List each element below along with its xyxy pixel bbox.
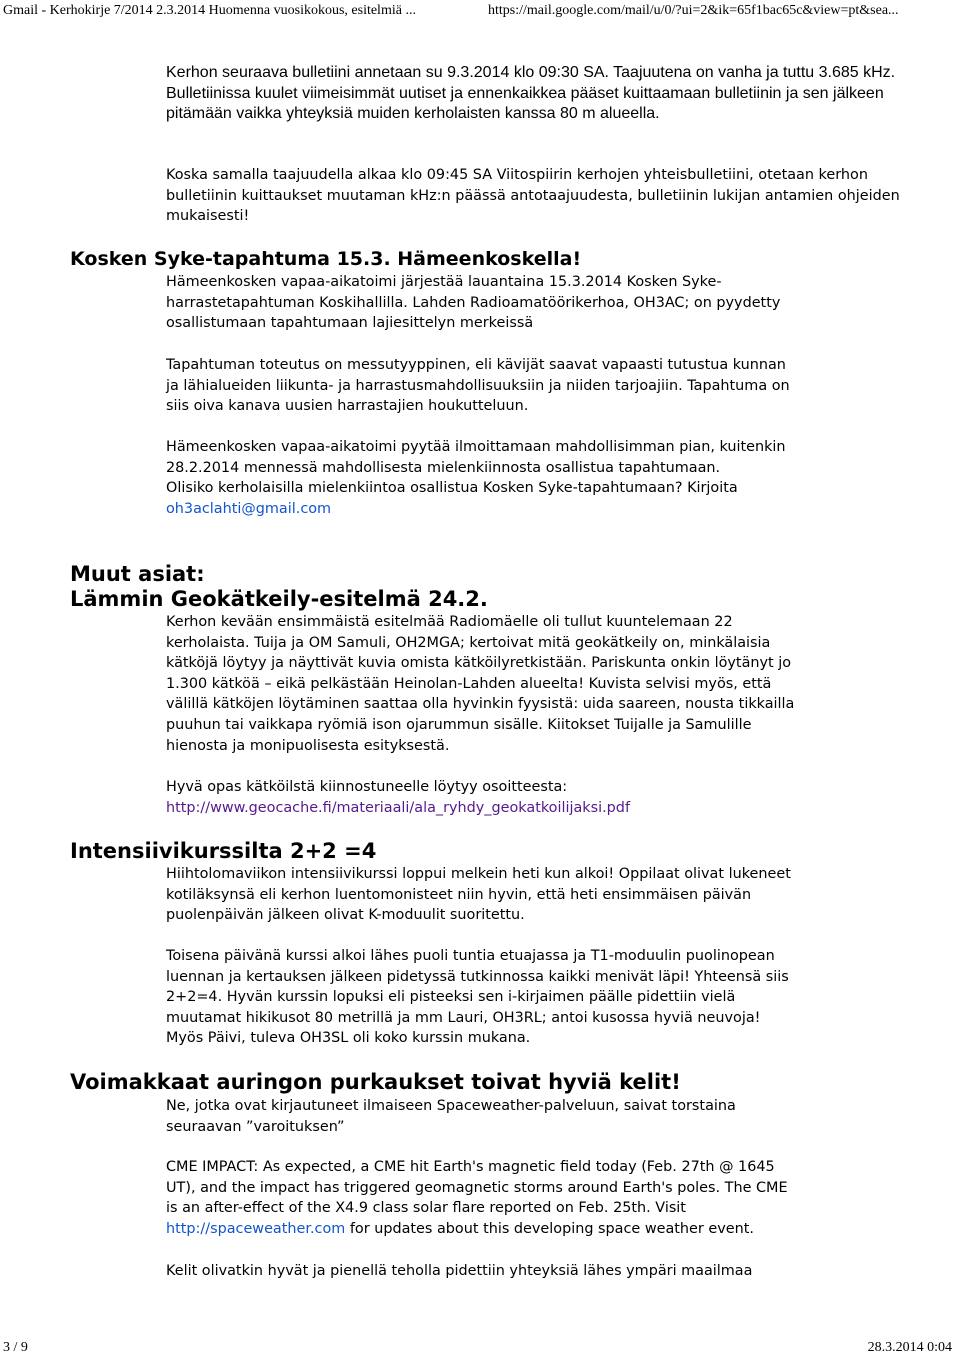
browser-page-url: https://mail.google.com/mail/u/0/?ui=2&ik=65f1bac65c&view=pt&sea... <box>488 3 899 18</box>
kosken-syke-paragraph-3: Hämeenkosken vapaa-aikatoimi pyytää ilmoittamaan mahdollisimman pian, kuitenkin 28.2.2014 mennessä mahdollisesta mielenkiinnosta osallistua tapahtumaan. Olisiko kerholaisilla mielenkiintoa osallistua Kosken Syke-tapahtumaan? Kirjoita <box>166 439 786 497</box>
spaceweather-link[interactable]: http://spaceweather.com <box>166 1221 346 1237</box>
geokatkeily-heading: Lämmin Geokätkeily-esitelmä 24.2. <box>70 587 488 611</box>
geokatkeily-paragraph-2: Hyvä opas kätköilstä kiinnostuneelle löytyy osoitteesta: <box>166 779 568 795</box>
cme-impact-tail-text: for updates about this developing space weather event. <box>345 1221 754 1237</box>
spaceweather-intro-paragraph: Ne, jotka ovat kirjautuneet ilmaiseen Spaceweather-palveluun, saivat torstaina seuraavan ”varoituksen” <box>166 1098 736 1135</box>
kosken-syke-heading: Kosken Syke-tapahtuma 15.3. Hämeenkoskella! <box>70 248 582 270</box>
print-datetime: 28.3.2014 0:04 <box>867 1340 952 1355</box>
muut-asiat-heading: Muut asiat: <box>70 562 205 586</box>
intensiivikurssi-paragraph-1: Hiihtolomaviikon intensiivikurssi loppui melkein heti kun alkoi! Oppilaat olivat lukeneet kotiläksynsä eli kerhon luentomonisteet niin hyvin, että heti ensimmäisen päivän puolenpäivän jälkeen olivat K-moduulit suoritettu. <box>166 866 791 924</box>
kosken-email-link[interactable]: oh3aclahti@gmail.com <box>166 501 332 517</box>
kosken-syke-paragraph-1: Hämeenkosken vapaa-aikatoimi järjestää lauantaina 15.3.2014 Kosken Syke- harrastetapahtuman Koskihallilla. Lahden Radioamatöörikerhoa, OH3AC; on pyydetty osallistumaan tapahtumaan lajiesittelyn merkeissä <box>166 274 781 332</box>
bulletin-frequency-paragraph: Koska samalla taajuudella alkaa klo 09:45 SA Viitospiirin kerhojen yhteisbulletiini, otetaan kerhon bulletiinin kuittaukset muutaman kHz:n päässä antotaajuudesta, bulletiinin lukijan antamien ohjeiden mukaisesti! <box>166 167 900 225</box>
auringon-purkaukset-heading: Voimakkaat auringon purkaukset toivat hyviä kelit! <box>70 1070 681 1094</box>
page-number: 3 / 9 <box>3 1340 28 1355</box>
kelit-paragraph: Kelit olivatkin hyvät ja pienellä teholla pidettiin yhteyksiä lähes ympäri maailmaa <box>166 1263 753 1279</box>
intensiivikurssi-heading: Intensiivikurssilta 2+2 =4 <box>70 839 377 863</box>
kosken-syke-paragraph-2: Tapahtuman toteutus on messutyyppinen, eli kävijät saavat vapaasti tutustua kunnan ja lähialueiden liikunta- ja harrastusmahdollisuuksiin ja niiden tarjoajiin. Tapahtuma on siis oiva kanava uusien harrastajien houkutteluun. <box>166 357 790 415</box>
bulletin-intro-paragraph: Kerhon seuraava bulletiini annetaan su 9.3.2014 klo 09:30 SA. Taajuutena on vanha ja tuttu 3.685 kHz. Bulletiinissa kuulet viimeisimmät uutiset ja ennenkaikkea pääset kuittaamaan bulletiinin ja sen jälkeen pitämään vaikka yhteyksiä muiden kerholaisten kanssa 80 m alueella. <box>166 64 896 123</box>
cme-impact-paragraph: CME IMPACT: As expected, a CME hit Earth's magnetic field today (Feb. 27th @ 1645 UT), and the impact has triggered geomagnetic storms around Earth's poles. The CME is an after-effect of the X4.9 class solar flare reported on Feb. 25th. Visit <box>166 1159 788 1217</box>
cme-impact-paragraph-tail <box>166 1219 936 1240</box>
intensiivikurssi-paragraph-2: Toisena päivänä kurssi alkoi lähes puoli tuntia etuajassa ja T1-moduulin puolinopean luennan ja kertauksen jälkeen pidetyssä tutkinnossa kaikki menivät läpi! Yhteensä siis 2+2=4. Hyvän kurssin lopuksi eli pisteeksi sen i-kirjaimen päälle pidettiin vielä muutamat hikikusot 80 metrillä ja mm Lauri, OH3RL; antoi kusossa hyviä neuvoja! Myös Päivi, tuleva OH3SL oli koko kurssin mukana. <box>166 948 789 1047</box>
browser-page-title: Gmail - Kerhokirje 7/2014 2.3.2014 Huomenna vuosikokous, esitelmiä ... <box>3 3 416 18</box>
geocache-pdf-link[interactable]: http://www.geocache.fi/materiaali/ala_ryhdy_geokatkoilijaksi.pdf <box>166 800 631 816</box>
geokatkeily-paragraph-1: Kerhon kevään ensimmäistä esitelmää Radiomäelle oli tullut kuuntelemaan 22 kerholaista. Tuija ja OM Samuli, OH2MGA; kertoivat mitä geokätkeily on, minkälaisia kätköjä löytyy ja näyttivät kuvia omista kätköilyretkistään. Pariskunta onkin löytänyt jo 1.300 kätköä – eikä pelkästään Heinolan-Lahden alueelta! Kuvista selvisi myös, että välillä kätköjen löytäminen saattaa olla hyvinkin fyysistä: uida saareen, nousta tikkailla puuhun tai vaikkapa ryömiä ison ojarummun sisälle. Kiitokset Tuijalle ja Samulille hienosta ja monipuolisesta esityksestä. <box>166 614 795 754</box>
